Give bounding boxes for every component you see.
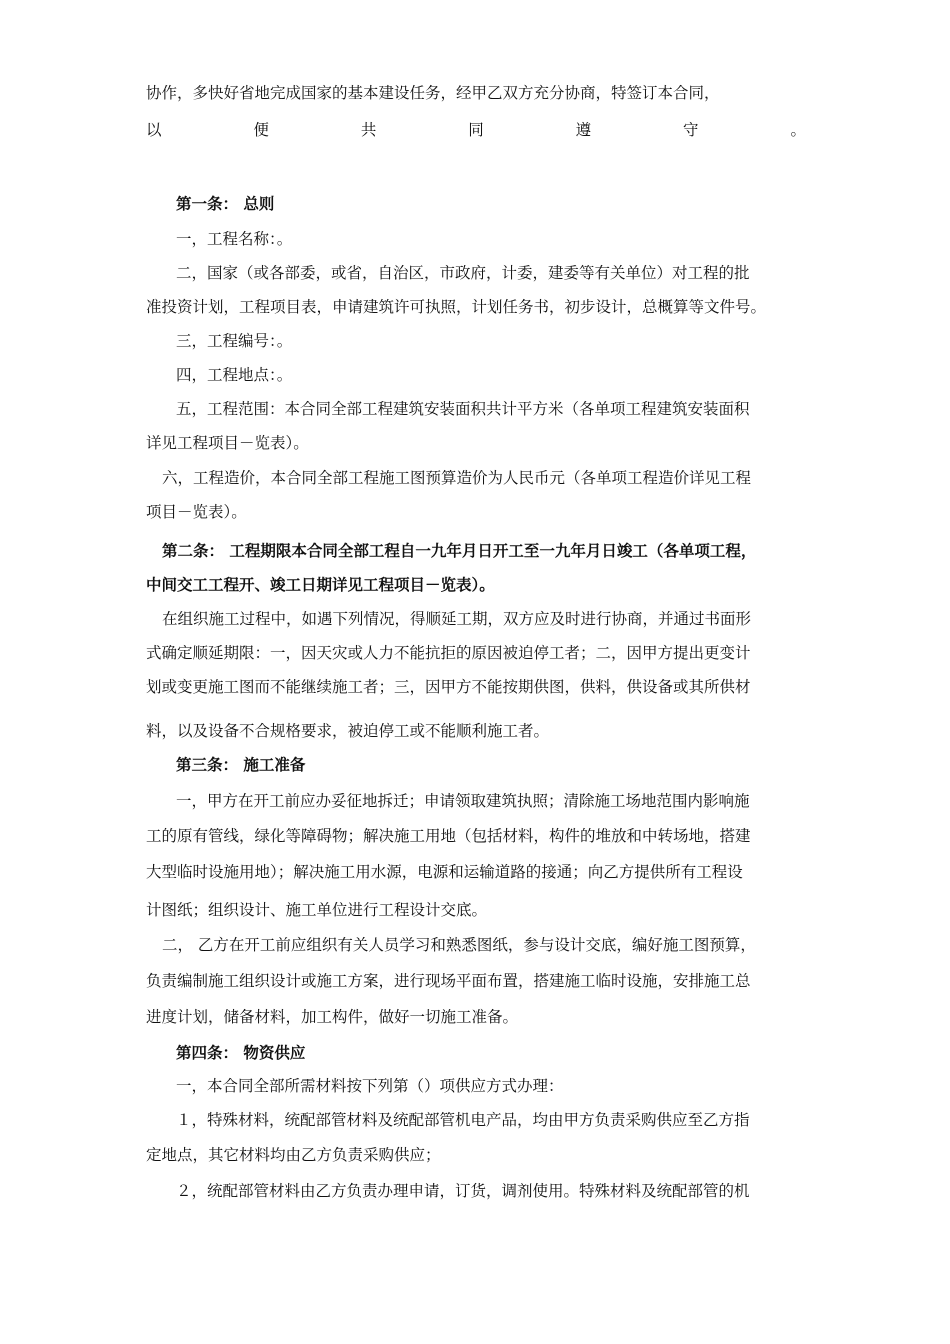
article1-item1: 一，工程名称：。	[176, 230, 293, 248]
article3-item1-line3: 大型临时设施用地）；解决施工用水源，电源和运输道路的接通；向乙方提供所有工程设	[146, 863, 743, 881]
article1-heading: 第一条： 总则	[176, 194, 275, 213]
intro-char: 以	[146, 121, 162, 139]
article2-para-line1: 在组织施工过程中，如遇下列情况，得顺延工期，双方应及时进行协商，并通过书面形	[162, 610, 752, 628]
article4-item1: 一，本合同全部所需材料按下列第（）项供应方式办理：	[176, 1077, 564, 1095]
article1-item2-line1: 二，国家（或各部委，或省，自治区，市政府，计委，建委等有关单位）对工程的批	[176, 264, 750, 282]
article1-item6-line1: 六，工程造价，本合同全部工程施工图预算造价为人民币元（各单项工程造价详见工程	[162, 469, 752, 487]
article2-para-line2: 式确定顺延期限：一，因天灾或人力不能抗拒的原因被迫停工者；二，因甲方提出更变计	[146, 644, 751, 662]
intro-char: 共	[360, 121, 377, 139]
article1-item6-line2: 项目－览表）。	[146, 503, 247, 521]
article4-item2-line2: 定地点，其它材料均由乙方负责采购供应；	[146, 1146, 441, 1164]
article3-item2-line3: 进度计划，储备材料，加工构件，做好一切施工准备。	[146, 1008, 519, 1026]
article1-item5-line2: 详见工程项目－览表）。	[146, 434, 309, 452]
article1-item3: 三，工程编号：。	[176, 332, 293, 350]
article4-heading: 第四条： 物资供应	[176, 1043, 306, 1062]
intro-line-1: 协作，多快好省地完成国家的基本建设任务，经甲乙双方充分协商，特签订本合同，	[146, 84, 720, 102]
article3-item1-line4: 计图纸；组织设计、施工单位进行工程设计交底。	[146, 901, 488, 919]
intro-char: 。	[790, 121, 806, 139]
intro-char: 便	[253, 121, 269, 139]
article3-item2-line1: 二， 乙方在开工前应组织有关人员学习和熟悉图纸，参与设计交底，编好施工图预算，	[162, 936, 756, 954]
article1-item5-line1: 五，工程范围：本合同全部工程建筑安装面积共计平方米（各单项工程建筑安装面积	[176, 400, 750, 418]
intro-char: 同	[468, 121, 484, 139]
intro-line-2	[146, 120, 806, 140]
article2-para-line4: 料，以及设备不合规格要求，被迫停工或不能顺利施工者。	[146, 722, 550, 740]
intro-char: 守	[683, 121, 699, 139]
article4-item2-line1: １，特殊材料，统配部管材料及统配部管机电产品，均由甲方负责采购供应至乙方指	[176, 1111, 750, 1129]
article3-item2-line2: 负责编制施工组织设计或施工方案，进行现场平面布置，搭建施工临时设施，安排施工总	[146, 972, 751, 990]
intro-char: 遵	[575, 121, 592, 139]
article1-item4: 四，工程地点：。	[176, 366, 293, 384]
article2-heading-line1: 第二条： 工程期限本合同全部工程自一九年月日开工至一九年月日竣工（各单项工程，	[162, 541, 757, 560]
article4-item3-line1: ２，统配部管材料由乙方负责办理申请，订货，调剂使用。特殊材料及统配部管的机	[176, 1182, 750, 1200]
article3-item1-line2: 工的原有管线，绿化等障碍物；解决施工用地（包括材料，构件的堆放和中转场地，搭建	[146, 827, 751, 845]
article2-heading-line2: 中间交工工程开、竣工日期详见工程项目－览表）。	[146, 575, 495, 594]
article2-para-line3: 划或变更施工图而不能继续施工者；三，因甲方不能按期供图，供料，供设备或其所供材	[146, 678, 751, 696]
article3-heading: 第三条： 施工准备	[176, 755, 306, 774]
article3-item1-line1: 一，甲方在开工前应办妥征地拆迁；申请领取建筑执照；清除施工场地范围内影响施	[176, 792, 750, 810]
article1-item2-line2: 准投资计划，工程项目表，申请建筑许可执照，计划任务书，初步设计，总概算等文件号。	[146, 298, 767, 316]
